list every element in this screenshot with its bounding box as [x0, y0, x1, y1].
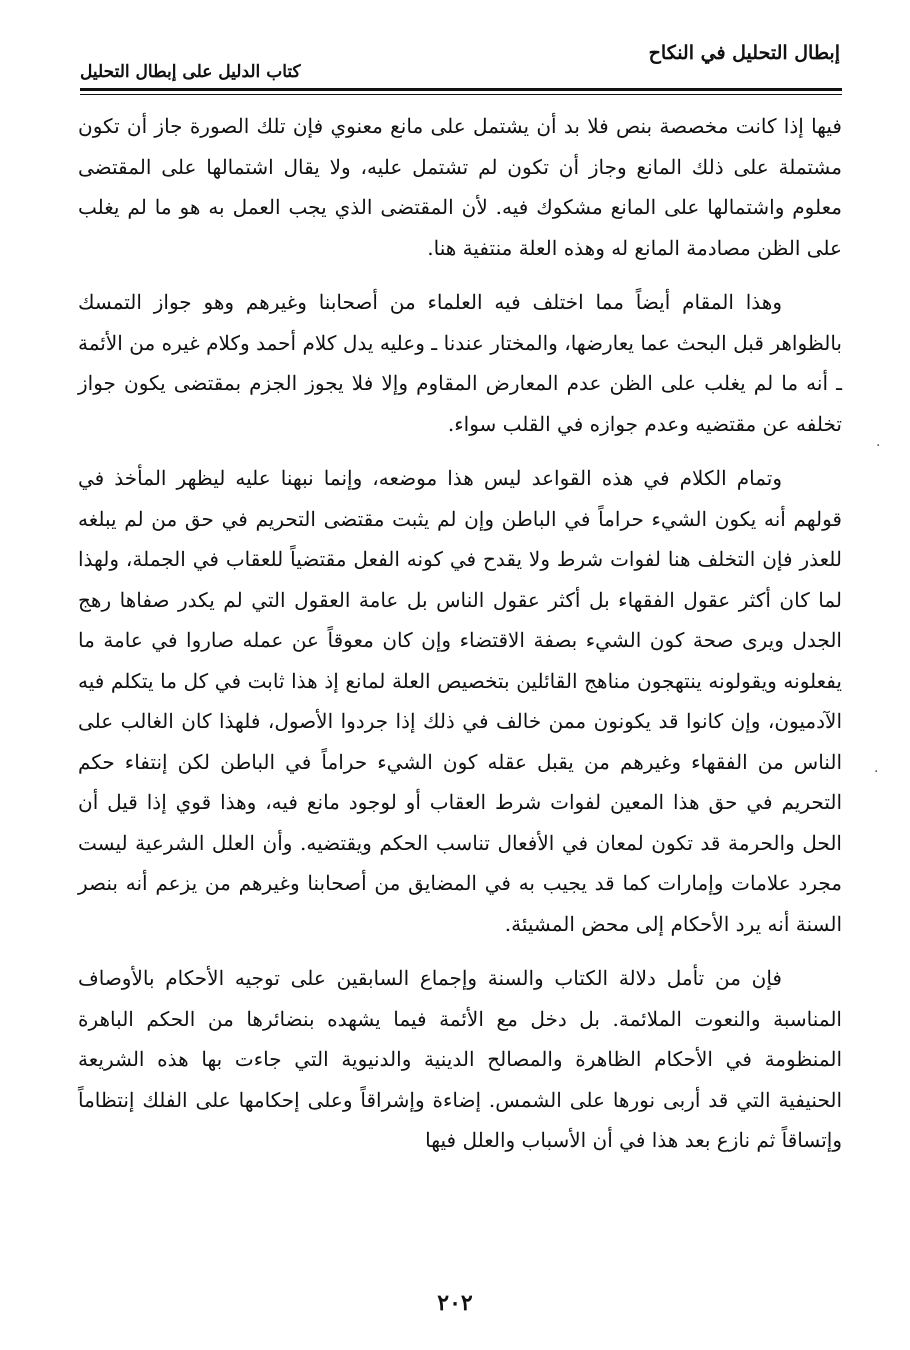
- margin-speck: ·: [874, 764, 879, 780]
- running-header: [80, 40, 840, 92]
- paragraph: وتمام الكلام في هذه القواعد ليس هذا موضعه، وإنما نبهنا عليه ليظهر المأخذ في قولهم أنه يكون الشيء حراماً في الباطن وإن لم يثبت مقتضى التحريم في حق من لم يبلغه للعذر فإن التخلف هنا لفوات شرط ولا يقدح في كونه الفعل مقتضياً للعقاب في الجملة، ولهذا لما كان أكثر عقول الفقهاء بل أكثر عقول الناس بل عامة العقول التي لم يكدر صفاها رهج الجدل ويرى صحة كون الشيء بصفة الاقتضاء وإن كان معوقاً عن عمله صاروا في عامة ما يفعلونه ويقولونه ينتهجون مناهج القائلين بتخصيص العلة لمانع إذ هذا ثابت في كل ما يتكلم فيه الآدميون، وإن كانوا قد يكونون ممن خالف في ذلك إذا جردوا الأصول، فلهذا كان الغالب على الناس من الفقهاء وغيرهم من يقبل عقله كون الشيء حراماً في الباطن لكن إنتفاء حكم التحريم في حق هذا المعين لفوات شرط العقاب أو لوجود مانع فيه، وهذا قوي إذا قيل أن الحل والحرمة قد تكون لمعان في الأفعال تناسب الحكم ويقتضيه. وأن العلل الشرعية ليست مجرد علامات وإمارات كما قد يجيب به في المضايق من أصحابنا وغيرهم من يزعم أنه بنصر السنة أنه يرد الأحكام إلى محض المشيئة.: [78, 466, 842, 936]
- paragraph: فإن من تأمل دلالة الكتاب والسنة وإجماع السابقين على توجيه الأحكام بالأوصاف المناسبة والنعوت الملائمة. بل دخل مع الأئمة فيما يشهده بنضائرها من الحكم الباهرة المنظومة في الأحكام الظاهرة والمصالح الدينية والدنيوية التي جاءت بها هذه الشريعة الحنيفية التي قد أربى نورها على الشمس. إضاءة وإشراقاً وعلى إحكامها على الفلك إنتظاماً وإتساقاً ثم نازع بعد هذا في أن الأسباب والعلل فيها: [78, 966, 843, 1152]
- page-number: ٢٠٢: [437, 1290, 473, 1316]
- header-divider-thick: [80, 88, 842, 91]
- header-title: إبطال التحليل في النكاح: [648, 42, 840, 64]
- paragraph: وهذا المقام أيضاً مما اختلف فيه العلماء من أصحابنا وغيرهم وهو جواز التمسك بالظواهر قبل البحث عما يعارضها، والمختار عندنا ـ وعليه يدل كلام أحمد وكلام غيره من الأئمة ـ أنه ما لم يغلب على الظن عدم المعارض المقاوم وإلا فلا يجوز الجزم بمقتضى يكون جواز تخلفه عن مقتضيه وعدم جوازه في القلب سواء.: [78, 290, 842, 436]
- paragraph: فيها إذا كانت مخصصة بنص فلا بد أن يشتمل على مانع معنوي فإن تلك الصورة جاز أن تكون مشتملة على ذلك المانع وجاز أن تكون لم تشتمل عليه، ولا يقال اشتمالها على المقتضى معلوم واشتمالها على المانع مشكوك فيه. لأن المقتضى الذي يجب العمل به هو ما لم يغلب على الظن مصادمة المانع له وهذه العلة منتفية هنا.: [78, 114, 842, 260]
- margin-speck: ·: [876, 438, 881, 454]
- body-text: [78, 106, 842, 1175]
- header-divider-thin: [80, 94, 842, 95]
- header-subtitle: كتاب الدليل على إبطال التحليل: [80, 62, 301, 82]
